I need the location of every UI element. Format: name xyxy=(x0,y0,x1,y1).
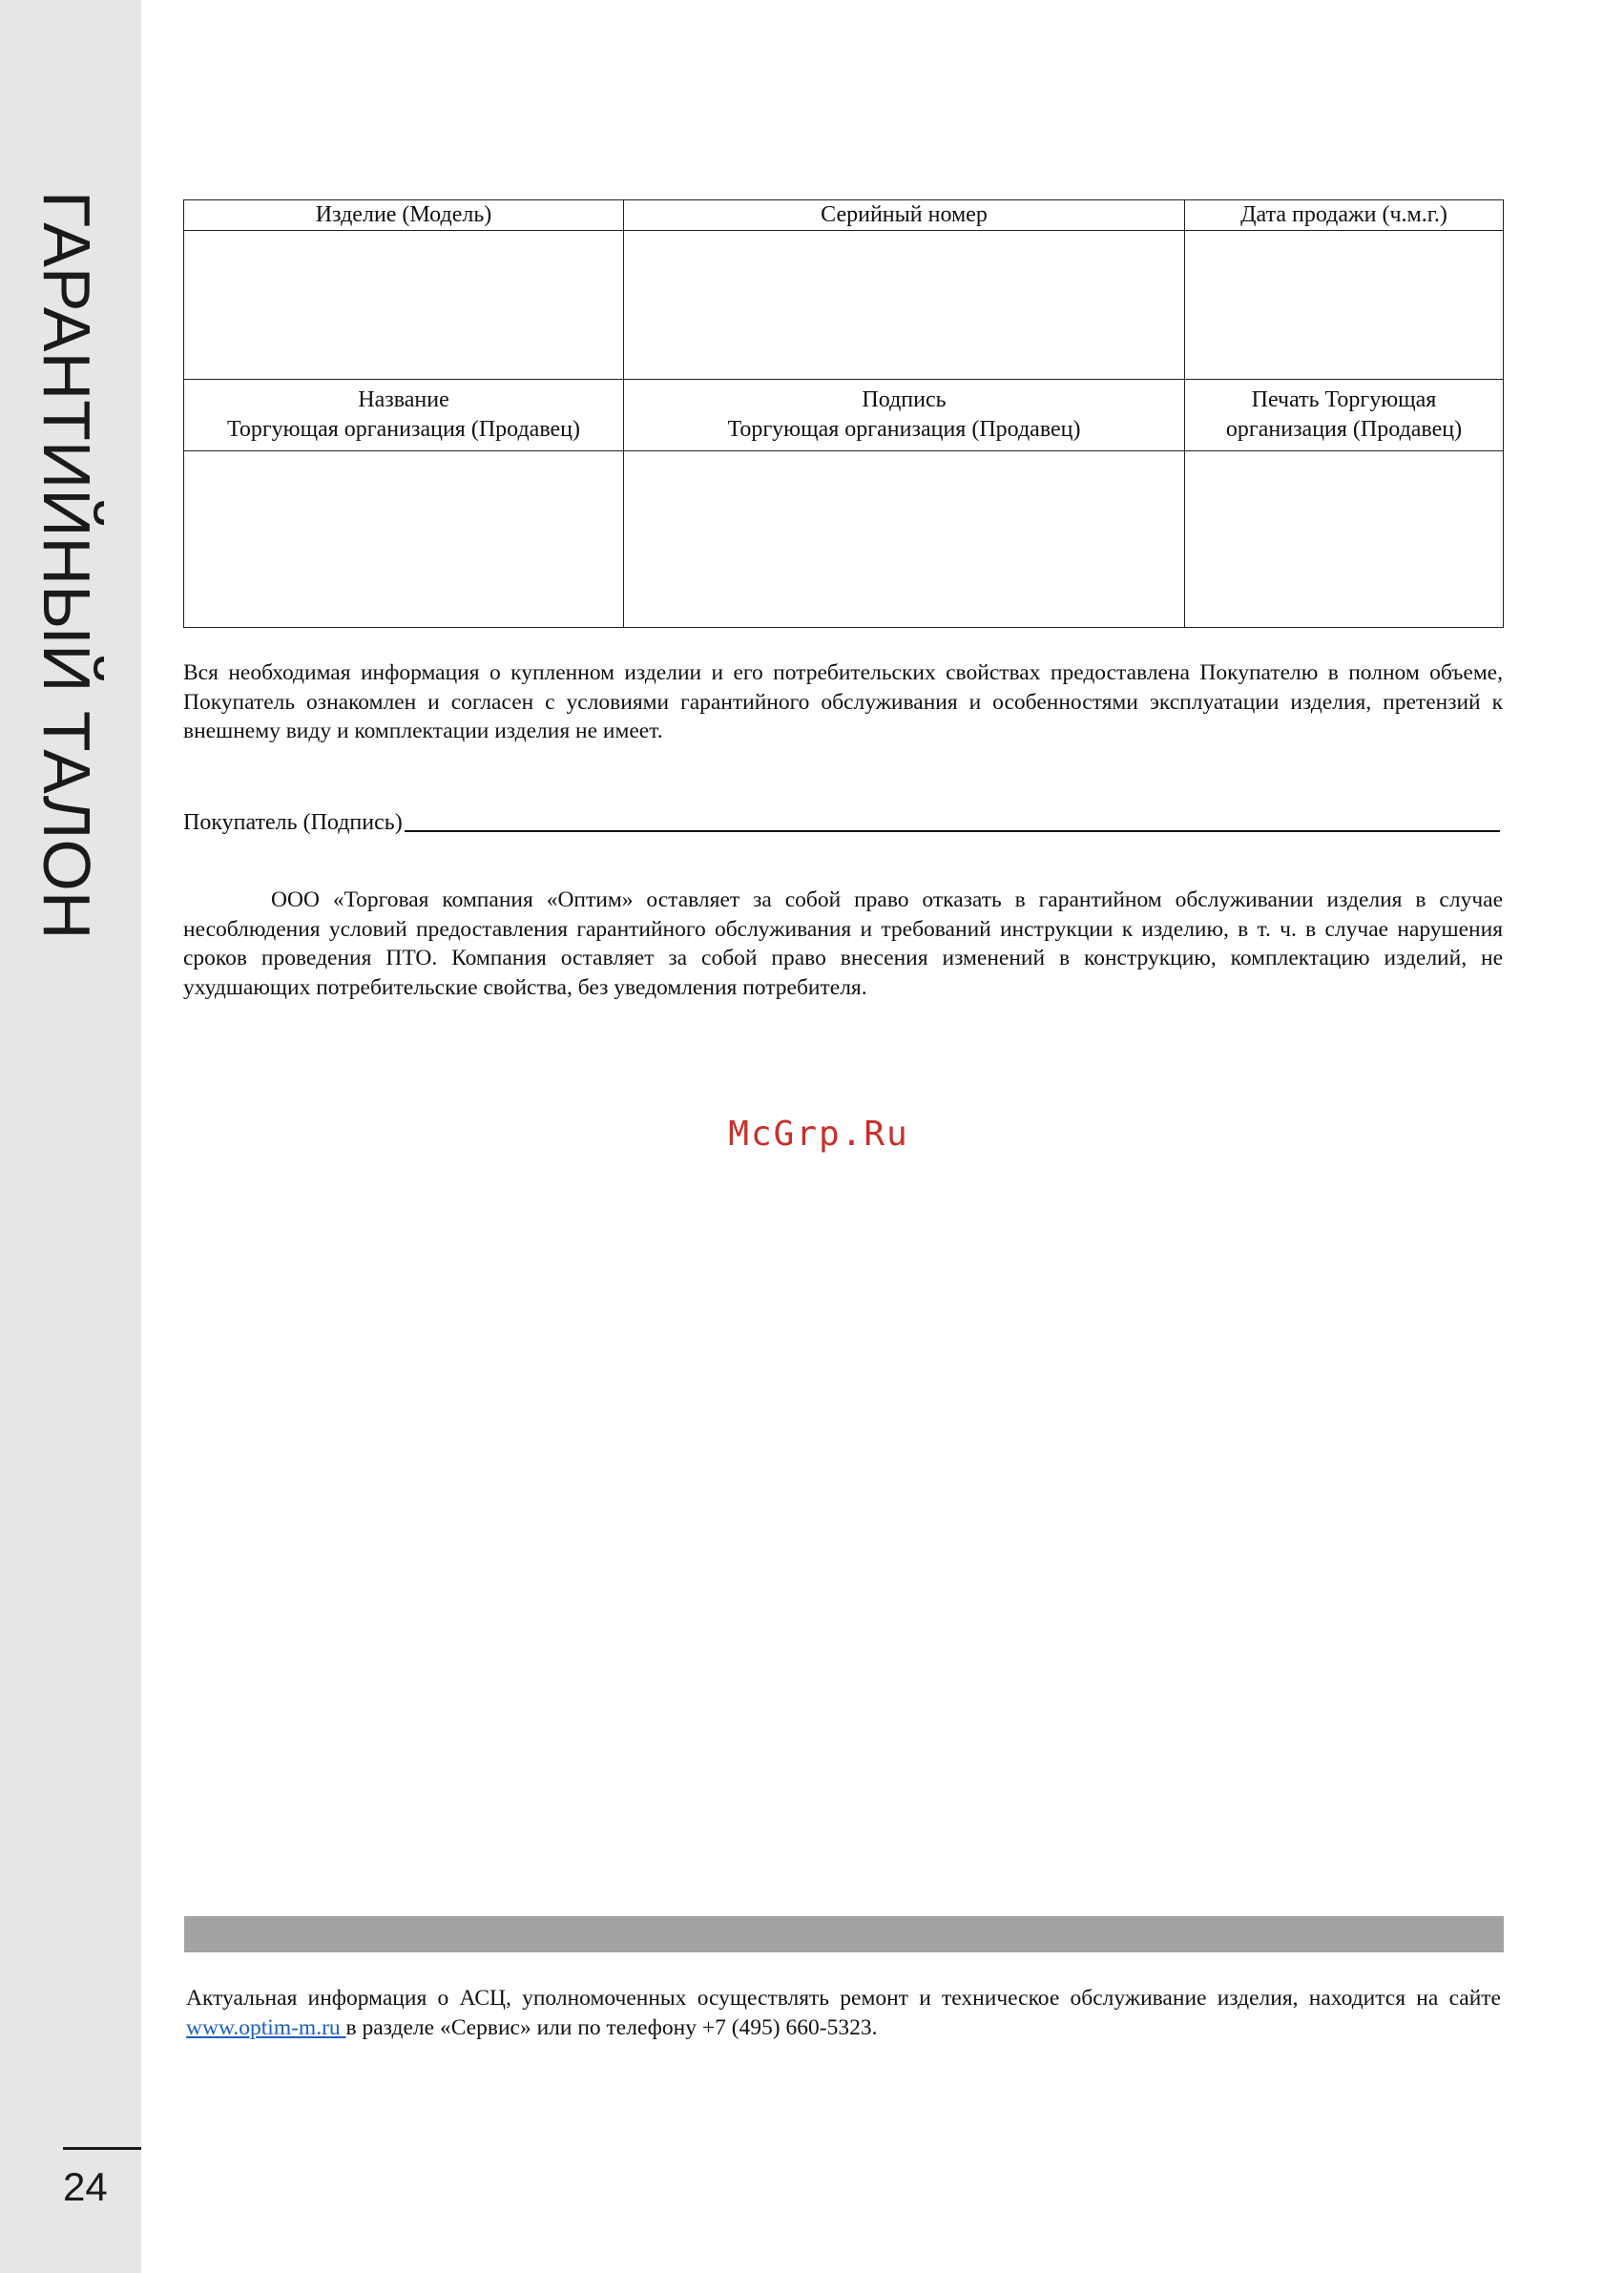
seller-stamp-field[interactable] xyxy=(1185,451,1504,628)
page-number-divider xyxy=(63,2147,141,2150)
header-cell-seller-stamp xyxy=(1185,380,1504,451)
header-cell-seller-name xyxy=(184,380,624,451)
buyer-signature-label: Покупатель (Подпись) xyxy=(183,810,403,835)
buyer-signature-line[interactable] xyxy=(405,829,1500,832)
gray-divider-bar xyxy=(184,1916,1504,1952)
table-header-row xyxy=(184,200,1504,231)
table-row-product-entry xyxy=(184,231,1504,380)
seller-stamp-line2: организация (Продавец) xyxy=(1225,417,1463,442)
seller-name-field[interactable] xyxy=(184,451,624,628)
info-paragraph: Вся необходимая информация о купленном изделии и его потребительских свойствах предоставлена Покупателю в полном объеме, Покупатель ознакомлен и согласен с условиями гарантийного обслуживания и особенностями эксплуатации изделия, претензий к внешнему виду и комплектации изделия не имеет. xyxy=(183,660,1503,743)
seller-signature-field[interactable] xyxy=(624,451,1185,628)
footer-text-after-link: в разделе «Сервис» или по телефону +7 (495) 660-5323. xyxy=(345,2014,878,2040)
seller-signature-line2: Торгующая организация (Продавец) xyxy=(727,417,1081,442)
sale-date-field[interactable] xyxy=(1185,231,1504,380)
footer-text-before-link: Актуальная информация о АСЦ, уполномоченных осуществлять ремонт и техническое обслуживание изделия, находится на сайте xyxy=(186,1986,1501,2011)
header-cell-product-model: Изделие (Модель) xyxy=(184,200,624,231)
warranty-table xyxy=(183,199,1504,628)
terms-paragraph: ООО «Торговая компания «Оптим» оставляет за собой право отказать в гарантийном обслуживании изделия в случае несоблюдения условий предоставления гарантийного обслуживания и требований инструкции к изделию, в т. ч. в случае нарушения сроков проведения ПТО. Компания оставляет за собой право внесения изменений в конструкцию, комплектацию изделий, не ухудшающих потребительские свойства, без уведомления потребителя. xyxy=(183,887,1503,1000)
website-link[interactable]: www.optim-m.ru xyxy=(186,2014,346,2040)
sidebar-title: ГАРАНТИЙНЫЙ ТАЛОН xyxy=(30,191,104,940)
buyer-signature-row xyxy=(183,808,1500,837)
table-row-seller-entry xyxy=(184,451,1504,628)
page-number: 24 xyxy=(63,2164,108,2209)
header-cell-sale-date: Дата продажи (ч.м.г.) xyxy=(1185,200,1504,231)
seller-name-line2: Торгующая организация (Продавец) xyxy=(226,417,581,442)
watermark: McGrp.Ru xyxy=(728,1115,909,1154)
header-cell-seller-signature xyxy=(624,380,1185,451)
seller-name-line1: Название xyxy=(358,387,449,412)
header-cell-serial-number: Серийный номер xyxy=(624,200,1185,231)
table-seller-header-row xyxy=(184,380,1504,451)
footer-info xyxy=(186,1984,1501,2042)
seller-stamp-line1: Печать Торгующая xyxy=(1251,387,1437,412)
serial-number-field[interactable] xyxy=(624,231,1185,380)
product-model-field[interactable] xyxy=(184,231,624,380)
seller-signature-line1: Подпись xyxy=(862,387,947,412)
